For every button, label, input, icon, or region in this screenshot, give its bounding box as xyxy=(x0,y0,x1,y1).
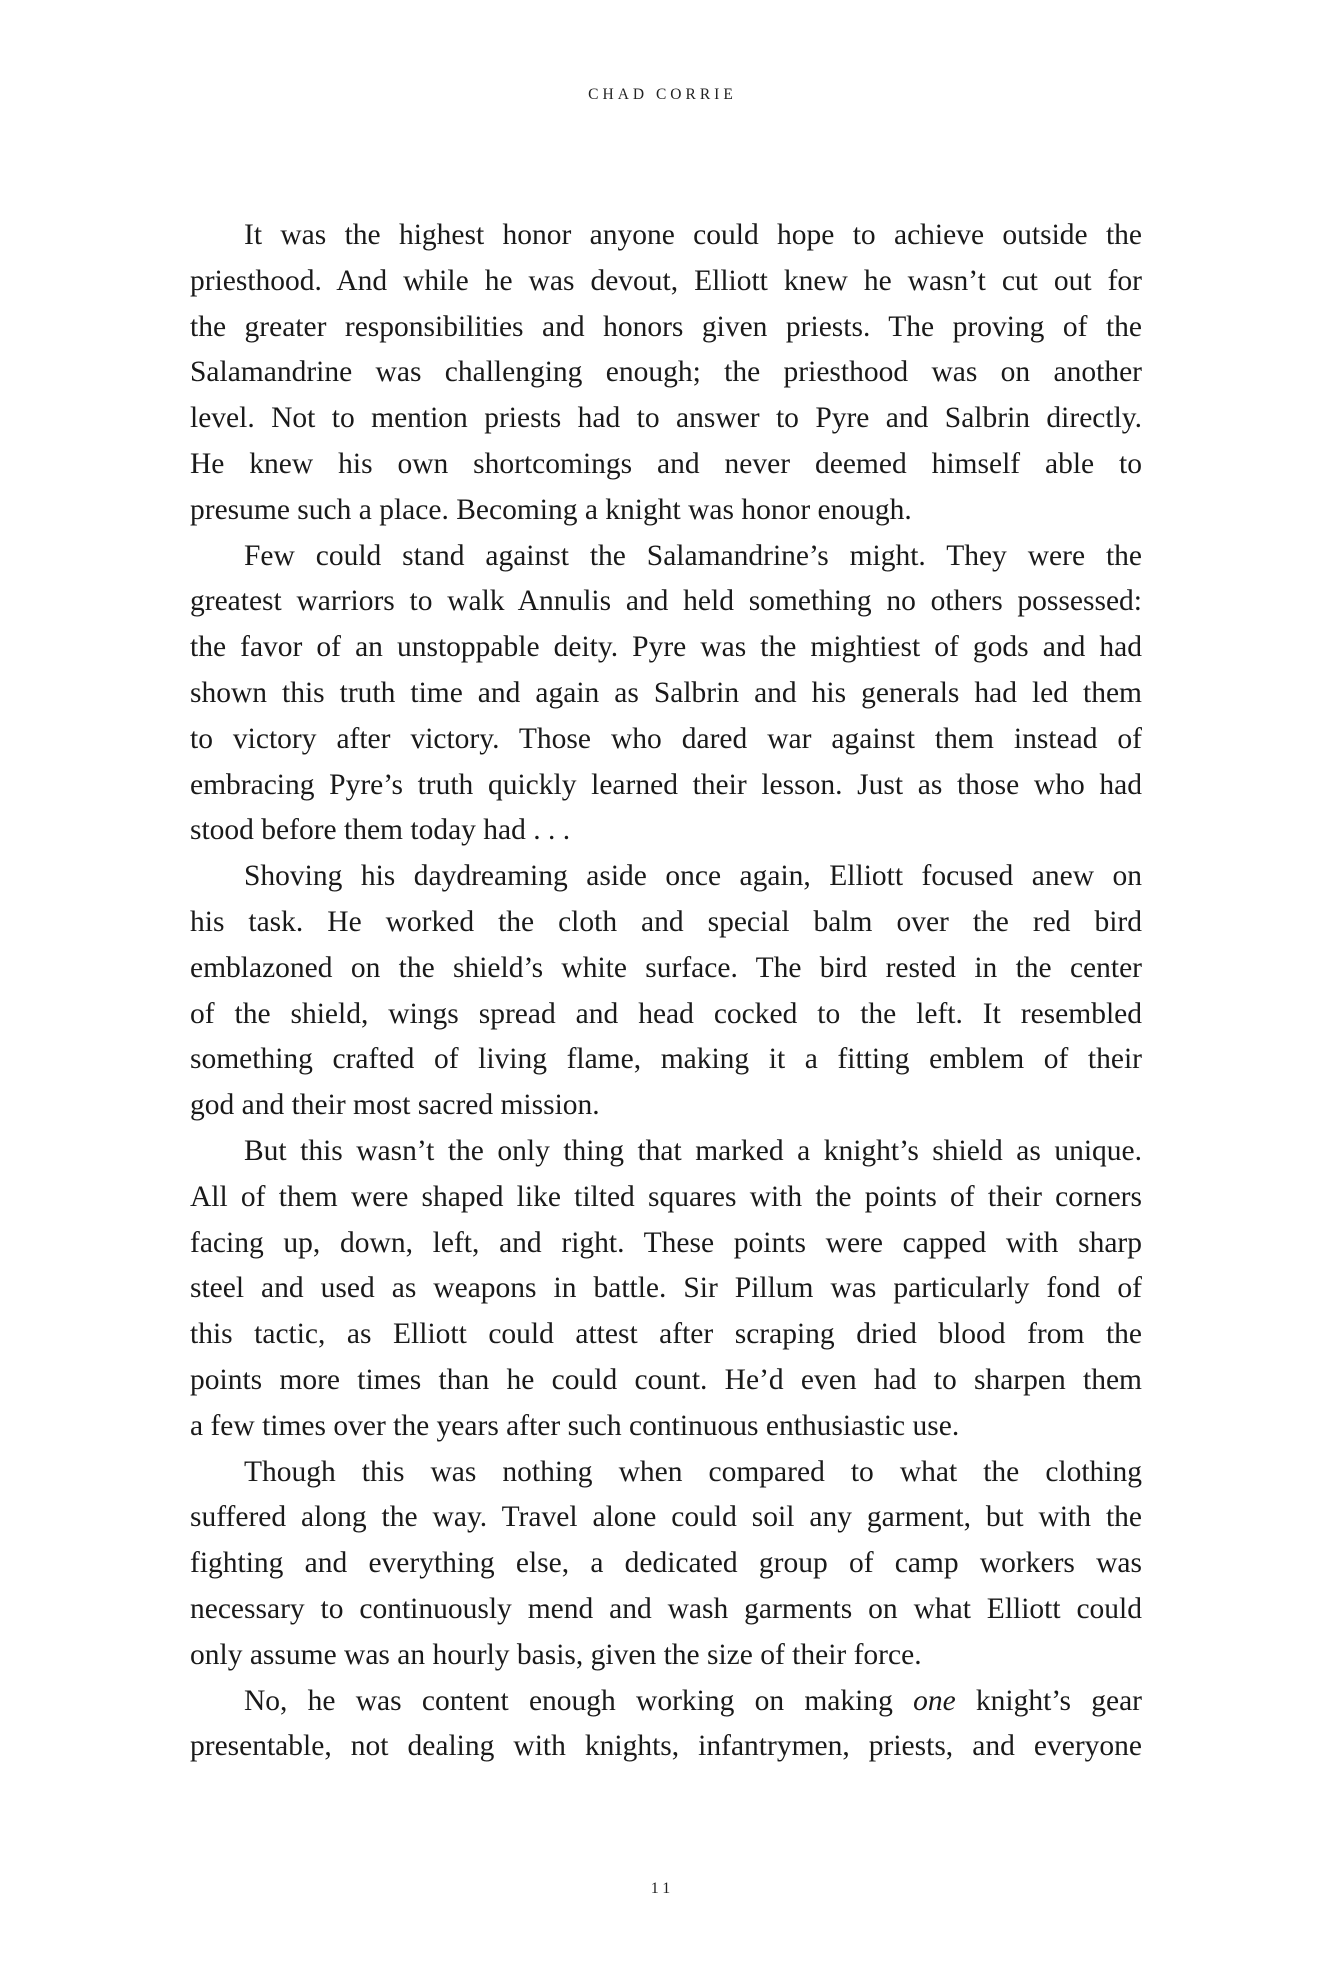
text-line: But this wasn’t the only thing that marked a knight’s shield as unique. xyxy=(244,1134,1142,1167)
text-line: his task. He worked the cloth and special balm over the red bird xyxy=(190,905,1142,938)
text-line: stood before them today had . . . xyxy=(190,814,571,847)
page-number: 11 xyxy=(650,1880,675,1897)
text-line: level. Not to mention priests had to answer to Pyre and Salbrin directly. xyxy=(190,402,1142,435)
text-line: facing up, down, left, and right. These points were capped with sharp xyxy=(190,1226,1142,1259)
text-run: knight’s gear xyxy=(955,1684,1142,1717)
text-line: something crafted of living flame, making it a fitting emblem of their xyxy=(190,1043,1142,1076)
text-line: Few could stand against the Salamandrine’s might. They were the xyxy=(244,539,1142,572)
text-line: greatest warriors to walk Annulis and held something no others possessed: xyxy=(190,585,1142,618)
text-line xyxy=(190,1679,1142,1725)
text-line: this tactic, as Elliott could attest after scraping dried blood from the xyxy=(190,1318,1142,1351)
text-line: All of them were shaped like tilted squares with the points of their corners xyxy=(190,1180,1142,1213)
paragraph xyxy=(190,1679,1142,1771)
text-line: necessary to continuously mend and wash garments on what Elliott could xyxy=(190,1592,1142,1625)
text-line: only assume was an hourly basis, given the size of their force. xyxy=(190,1638,922,1671)
text-line: of the shield, wings spread and head cocked to the left. It resembled xyxy=(190,997,1142,1030)
text-line: fighting and everything else, a dedicated group of camp workers was xyxy=(190,1547,1142,1580)
text-line: presume such a place. Becoming a knight was honor enough. xyxy=(190,493,912,526)
text-line: steel and used as weapons in battle. Sir Pillum was particularly fond of xyxy=(190,1272,1142,1305)
paragraph xyxy=(190,213,1142,534)
paragraph xyxy=(190,534,1142,855)
text-line: presentable, not dealing with knights, infantrymen, priests, and everyone xyxy=(190,1730,1142,1763)
text-line: Though this was nothing when compared to what the clothing xyxy=(244,1455,1142,1488)
paragraph xyxy=(190,1129,1142,1450)
text-line: god and their most sacred mission. xyxy=(190,1089,600,1122)
text-line: Salamandrine was challenging enough; the priesthood was on another xyxy=(190,356,1142,389)
text-line: to victory after victory. Those who dared war against them instead of xyxy=(190,722,1142,755)
paragraph xyxy=(190,854,1142,1129)
text-line: the greater responsibilities and honors given priests. The proving of the xyxy=(190,310,1142,343)
running-head-author: CHAD CORRIE xyxy=(588,86,737,103)
emphasis-text: one xyxy=(913,1684,956,1717)
text-line: It was the highest honor anyone could hope to achieve outside the xyxy=(244,219,1142,251)
text-line: emblazoned on the shield’s white surface. The bird rested in the center xyxy=(190,951,1142,984)
paragraph xyxy=(190,1450,1142,1679)
text-line: He knew his own shortcomings and never deemed himself able to xyxy=(190,447,1142,480)
text-line: points more times than he could count. He’d even had to sharpen them xyxy=(190,1363,1142,1396)
text-run: No, he was content enough working on making xyxy=(244,1684,914,1717)
text-line: shown this truth time and again as Salbrin and his generals had led them xyxy=(190,676,1142,709)
text-line: a few times over the years after such continuous enthusiastic use. xyxy=(190,1409,960,1442)
text-line: Shoving his daydreaming aside once again, Elliott focused anew on xyxy=(244,860,1142,893)
text-line: the favor of an unstoppable deity. Pyre was the mightiest of gods and had xyxy=(190,631,1142,664)
text-line: embracing Pyre’s truth quickly learned their lesson. Just as those who had xyxy=(190,768,1142,801)
text-line: suffered along the way. Travel alone could soil any garment, but with the xyxy=(190,1501,1142,1534)
body-text xyxy=(190,213,1142,1770)
text-line: priesthood. And while he was devout, Elliott knew he wasn’t cut out for xyxy=(190,264,1142,297)
